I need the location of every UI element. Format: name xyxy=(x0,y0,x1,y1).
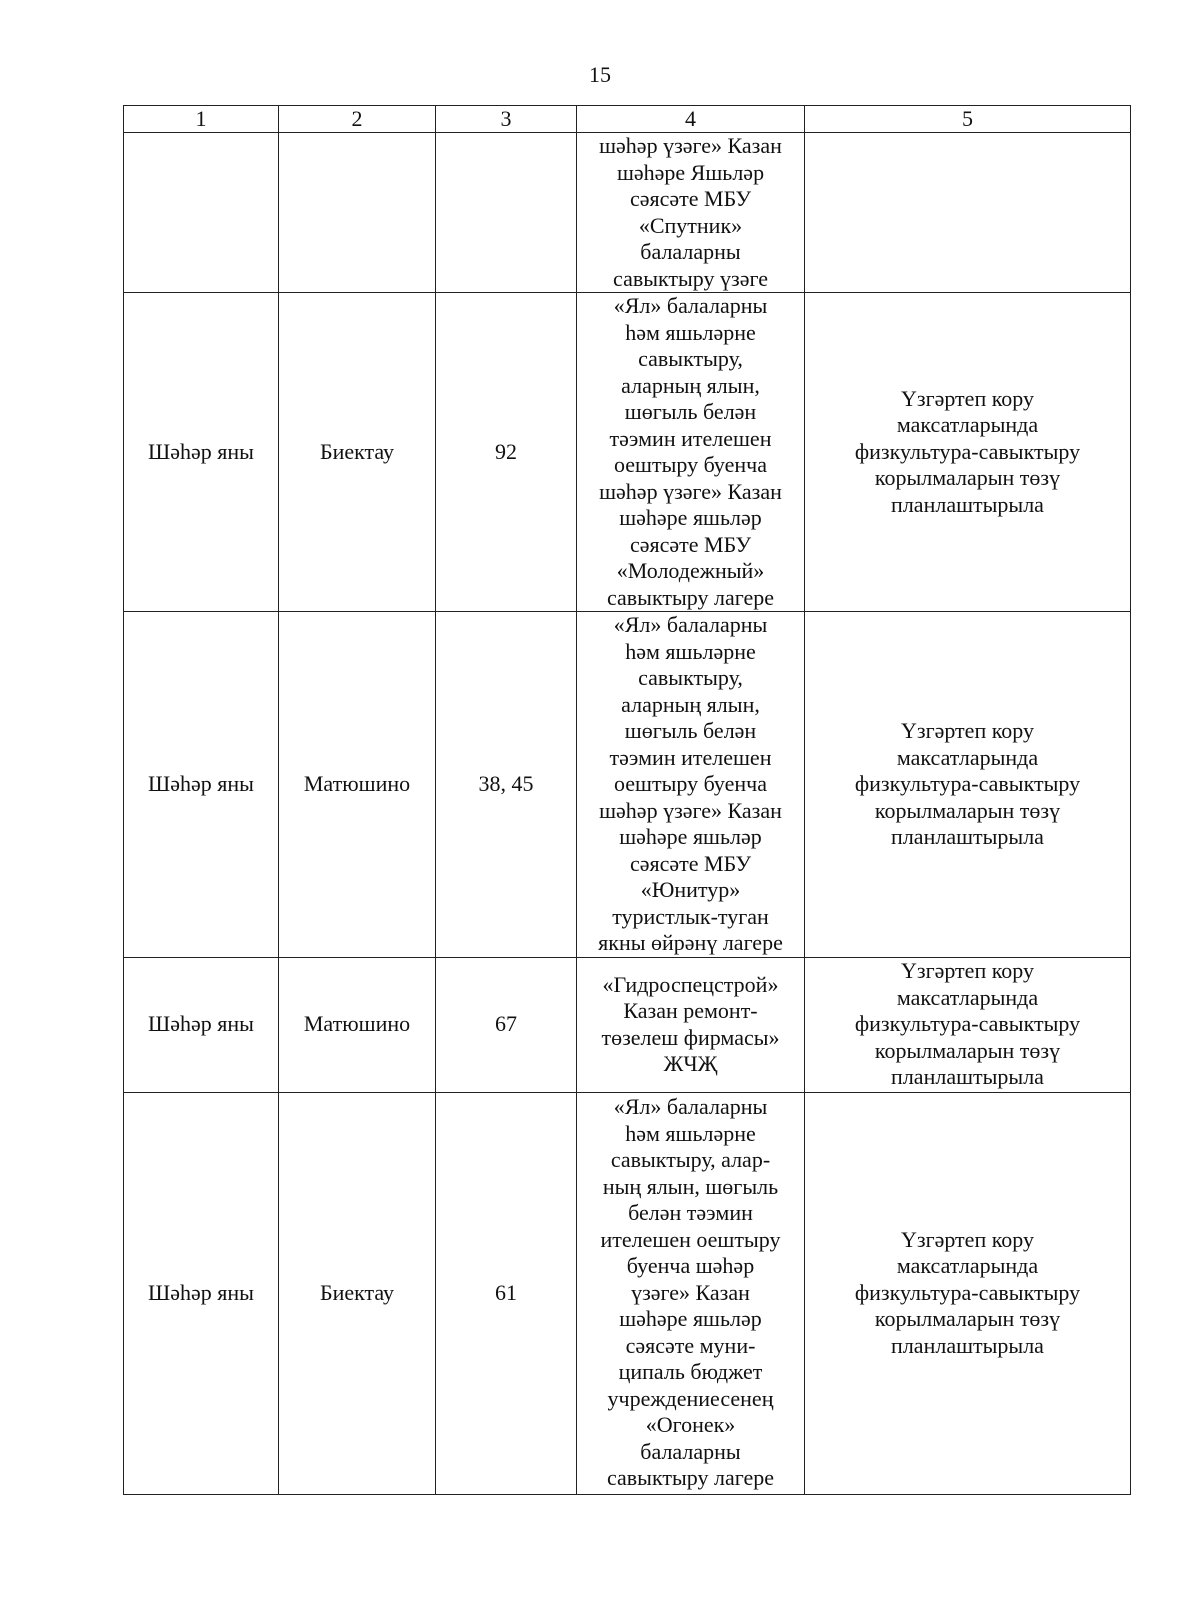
cell-organization: «Ял» балаларны һәм яшьләрне савыктыру, аларның ялын, шөгыль белән тәэмин ителешен оештыру буенча шәһәр үзәге» Казан шәһәре яшьләр сәясәте МБУ «Молодежный» савыктыру лагере xyxy=(577,293,805,612)
cell-plot-number: 92 xyxy=(436,293,577,612)
cell-locality xyxy=(279,133,436,293)
cell-organization: «Гидроспецстрой» Казан ремонт- төзелеш фирмасы» ЖЧҖ xyxy=(577,957,805,1092)
facilities-table xyxy=(123,105,1131,1495)
cell-plan: Үзгәртеп кору максатларында физкультура-савыктыру корылмаларын төзү планлаштырыла xyxy=(805,612,1131,958)
cell-plan xyxy=(805,133,1131,293)
cell-plan: Үзгәртеп кору максатларында физкультура-савыктыру корылмаларын төзү планлаштырыла xyxy=(805,1092,1131,1494)
cell-plan: Үзгәртеп кору максатларында физкультура-савыктыру корылмаларын төзү планлаштырыла xyxy=(805,293,1131,612)
cell-plot-number: 38, 45 xyxy=(436,612,577,958)
header-cell-2: 2 xyxy=(279,106,436,133)
table-header-row xyxy=(124,106,1131,133)
table-row xyxy=(124,293,1131,612)
cell-plot-number: 67 xyxy=(436,957,577,1092)
cell-organization: шәһәр үзәге» Казан шәһәре Яшьләр сәясәте МБУ «Спутник» балаларны савыктыру үзәге xyxy=(577,133,805,293)
cell-locality: Биектау xyxy=(279,293,436,612)
cell-locality: Биектау xyxy=(279,1092,436,1494)
cell-locality: Матюшино xyxy=(279,612,436,958)
table-row xyxy=(124,957,1131,1092)
header-cell-3: 3 xyxy=(436,106,577,133)
cell-zone: Шәһәр яны xyxy=(124,293,279,612)
table-row xyxy=(124,612,1131,958)
cell-locality: Матюшино xyxy=(279,957,436,1092)
page-number: 15 xyxy=(589,62,611,87)
cell-zone: Шәһәр яны xyxy=(124,957,279,1092)
cell-plot-number: 61 xyxy=(436,1092,577,1494)
table-row xyxy=(124,1092,1131,1494)
cell-zone xyxy=(124,133,279,293)
header-cell-1: 1 xyxy=(124,106,279,133)
cell-zone: Шәһәр яны xyxy=(124,1092,279,1494)
header-cell-5: 5 xyxy=(805,106,1131,133)
header-cell-4: 4 xyxy=(577,106,805,133)
cell-plot-number xyxy=(436,133,577,293)
cell-plan: Үзгәртеп кору максатларында физкультура-савыктыру корылмаларын төзү планлаштырыла xyxy=(805,957,1131,1092)
cell-organization: «Ял» балаларны һәм яшьләрне савыктыру, аларның ялын, шөгыль белән тәэмин ителешен оештыру буенча шәһәр үзәге» Казан шәһәре яшьләр сәясәте МБУ «Юнитур» туристлык-туган якны өйрәнү лагере xyxy=(577,612,805,958)
table-row xyxy=(124,133,1131,293)
cell-organization: «Ял» балаларны һәм яшьләрне савыктыру, алар- ның ялын, шөгыль белән тәэмин ителешен оештыру буенча шәһәр үзәге» Казан шәһәре яшьләр сәясәте муни- ципаль бюджет учреждениесенең «Огонек» балаларны савыктыру лагере xyxy=(577,1092,805,1494)
cell-zone: Шәһәр яны xyxy=(124,612,279,958)
